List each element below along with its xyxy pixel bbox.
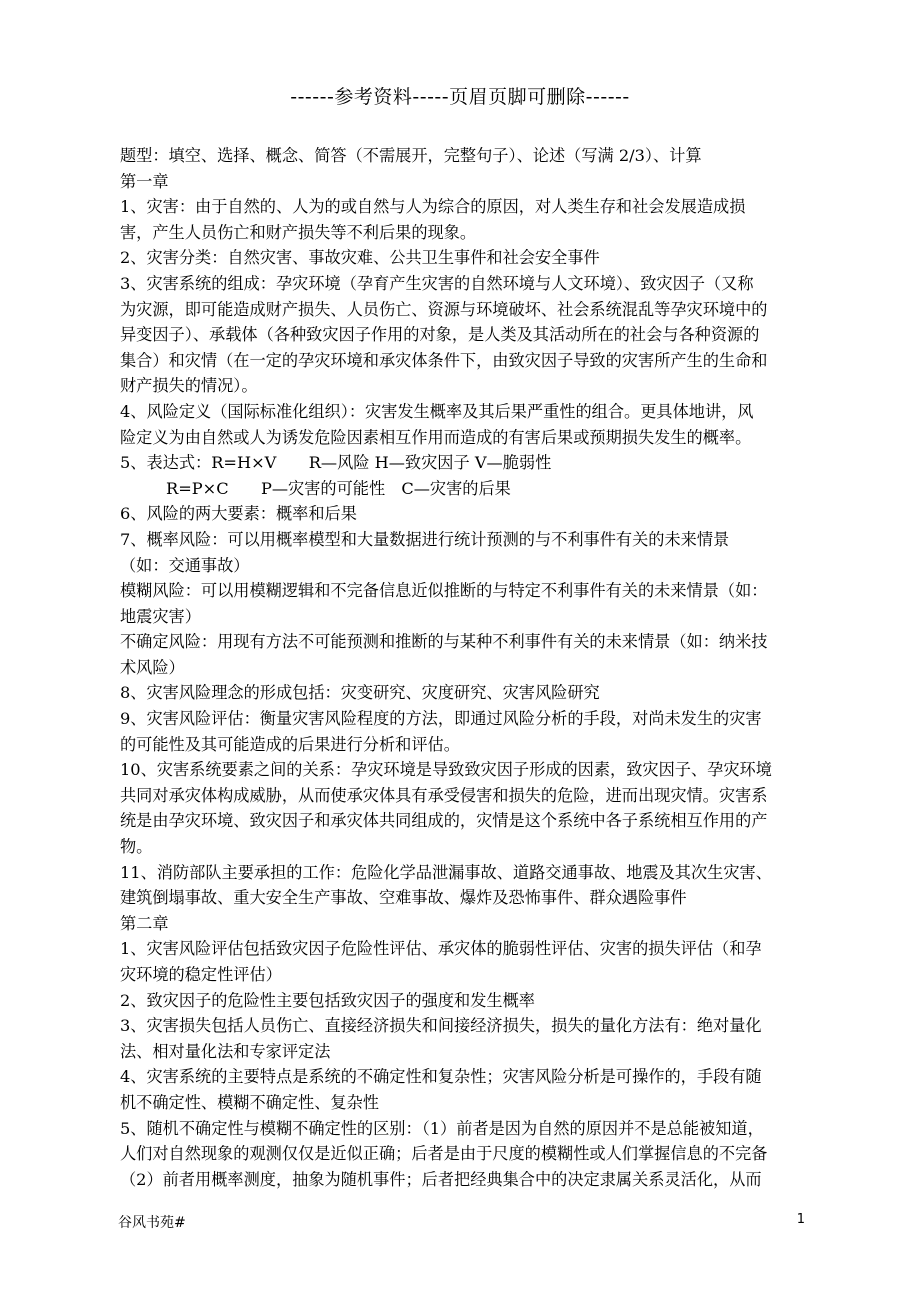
text-line: 集合）和灾情（在一定的孕灾环境和承灾体条件下，由致灾因子导致的灾害所产生的生命和 xyxy=(120,350,768,370)
document-body xyxy=(120,143,810,1192)
text-line: 3、灾害系统的组成：孕灾环境（孕育产生灾害的自然环境与人文环境）、致灾因子（又称 xyxy=(120,273,754,293)
text-line: 法、相对量化法和专家评定法 xyxy=(120,1041,331,1061)
text-line: 4、灾害系统的主要特点是系统的不确定性和复杂性；灾害风险分析是可操作的，手段有随 xyxy=(120,1067,762,1087)
text-line: 7、概率风险：可以用概率模型和大量数据进行统计预测的与不利事件有关的未来情景 xyxy=(120,529,730,549)
text-line: 异变因子）、承载体（各种致灾因子作用的对象，是人类及其活动所在的社会与各种资源的 xyxy=(120,325,760,345)
text-line: 建筑倒塌事故、重大安全生产事故、空难事故、爆炸及恐怖事件、群众遇险事件 xyxy=(120,888,687,908)
text-line: 地震灾害） xyxy=(120,606,201,626)
page-number: 1 xyxy=(796,1212,805,1227)
formula-line: 5、表达式：R=H×V R—风险 H—致灾因子 V—脆弱性 xyxy=(120,453,552,473)
text-line: （2）前者用概率测度，抽象为随机事件；后者把经典集合中的决定隶属关系灵活化，从而 xyxy=(120,1169,762,1189)
footer-text: 谷风书苑# xyxy=(118,1215,186,1231)
text-line: 物。 xyxy=(120,837,153,857)
text-line: 险定义为由自然或人为诱发危险因素相互作用而造成的有害后果或预期损失发生的概率。 xyxy=(120,427,752,447)
text-line: 2、灾害分类：自然灾害、事故灾难、公共卫生事件和社会安全事件 xyxy=(120,248,600,268)
text-line: 2、致灾因子的危险性主要包括致灾因子的强度和发生概率 xyxy=(120,990,535,1010)
chapter-heading: 第一章 xyxy=(120,171,169,191)
text-line: 5、随机不确定性与模糊不确定性的区别：（1）前者是因为自然的原因并不是总能被知道， xyxy=(120,1118,764,1138)
text-line: 的可能性及其可能造成的后果进行分析和评估。 xyxy=(120,734,460,754)
text-line: 11、消防部队主要承担的工作：危险化学品泄漏事故、道路交通事故、地震及其次生灾害、 xyxy=(120,862,772,882)
text-line: 6、风险的两大要素：概率和后果 xyxy=(120,504,357,524)
formula-line: R=P×C P—灾害的可能性 C—灾害的后果 xyxy=(166,478,511,498)
text-line: 为灾源，即可能造成财产损失、人员伤亡、资源与环境破坏、社会系统混乱等孕灾环境中的 xyxy=(120,299,768,319)
text-line: 3、灾害损失包括人员伤亡、直接经济损失和间接经济损失，损失的量化方法有：绝对量化 xyxy=(120,1016,762,1036)
text-line: 4、风险定义（国际标准化组织）：灾害发生概率及其后果严重性的组合。更具体地讲，风 xyxy=(120,401,754,421)
text-line: 1、灾害：由于自然的、人为的或自然与人为综合的原因，对人类生存和社会发展造成损 xyxy=(120,197,746,217)
page-header: ------参考资料-----页眉页脚可删除------ xyxy=(290,86,630,108)
text-line: 统是由孕灾环境、致灾因子和承灾体共同组成的，灾情是这个系统中各子系统相互作用的产 xyxy=(120,811,768,831)
text-line: 题型：填空、选择、概念、简答（不需展开，完整句子）、论述（写满 2/3）、计算 xyxy=(120,146,702,165)
text-line: 10、灾害系统要素之间的关系：孕灾环境是导致致灾因子形成的因素，致灾因子、孕灾环境 xyxy=(120,760,772,780)
text-line: 人们对自然现象的观测仅仅是近似正确；后者是由于尺度的模糊性或人们掌握信息的不完备 xyxy=(120,1144,768,1164)
text-line: 灾环境的稳定性评估） xyxy=(120,965,282,984)
text-line: 害，产生人员伤亡和财产损失等不利后果的现象。 xyxy=(120,222,477,242)
chapter-heading: 第二章 xyxy=(120,913,169,933)
text-line: 术风险） xyxy=(120,657,185,677)
text-line: 模糊风险：可以用模糊逻辑和不完备信息近似推断的与特定不利事件有关的未来情景（如： xyxy=(120,581,768,601)
text-line: 1、灾害风险评估包括致灾因子危险性评估、承灾体的脆弱性评估、灾害的损失评估（和孕 xyxy=(120,939,762,959)
text-line: 9、灾害风险评估：衡量灾害风险程度的方法，即通过风险分析的手段，对尚未发生的灾害 xyxy=(120,709,762,729)
text-line: 机不确定性、模糊不确定性、复杂性 xyxy=(120,1092,379,1112)
text-line: （如：交通事故） xyxy=(120,555,250,575)
text-line: 8、灾害风险理念的形成包括：灾变研究、灾度研究、灾害风险研究 xyxy=(120,683,600,703)
text-line: 共同对承灾体构成威胁，从而使承灾体具有承受侵害和损失的危险，进而出现灾情。灾害系 xyxy=(120,785,768,805)
text-line: 财产损失的情况）。 xyxy=(120,376,258,396)
text-line: 不确定风险：用现有方法不可能预测和推断的与某种不利事件有关的未来情景（如：纳米技 xyxy=(120,632,768,652)
